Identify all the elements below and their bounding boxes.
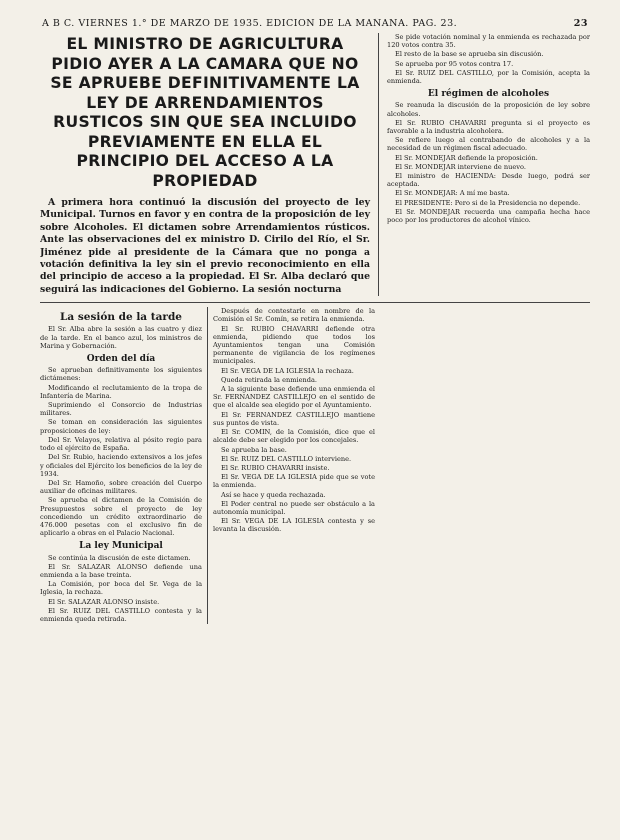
col1-paragraph: Se toman en consideración las siguientes proposiciones de ley:: [40, 418, 202, 435]
col3-paragraph: El Sr. MONDEJAR: A mí me basta.: [395, 189, 510, 198]
col2-paragraph: Después de contestarle en nombre de la Comisión el Sr. Comín, se retira la enmienda.: [213, 307, 375, 324]
col1-paragraph: Se aprueba el dictamen de la Comisión de Presupuestos sobre el proyecto de ley concediendo un crédito extraordinario de 476.000 pesetas con el exclusivo fin de aplicarlo a obras en el Palacio Nacional.: [40, 496, 202, 538]
col1-paragraph: Del Sr. Rubio, haciendo extensivos a los jefes y oficiales del Ejército los beneficios de la ley de 1934.: [40, 453, 202, 478]
column-2: [208, 307, 380, 624]
col1-paragraph: Del Sr. Hamoño, sobre creación del Cuerpo auxiliar de oficinas militares.: [40, 478, 202, 496]
headline: EL MINISTRO DE AGRICULTURA PIDIO AYER A LA CAMARA QUE NO SE APRUEBE DEFINITIVAMENTE LA LEY DE ARRENDAMIENTOS RUSTICOS SIN QUE SEA INCLUIDO PREVIAMENTE EN ELLA EL PRINCIPIO DEL ACCESO A LA PROPIEDAD: [50, 35, 360, 190]
lead-article: [40, 33, 379, 296]
col3-paragraph: El ministro de HACIENDA: Desde luego, podrá ser aceptada.: [387, 172, 590, 189]
col2-paragraph: El Sr. RUBIO CHAVARRI insiste.: [221, 463, 330, 472]
col2-paragraph: El Sr. COMIN, de la Comisión, dice que el alcalde debe ser elegido por los concejales.: [213, 428, 375, 445]
col2-paragraph: Queda retirada la enmienda.: [221, 375, 317, 384]
page-number: 23: [573, 18, 588, 29]
col1-paragraph: La Comisión, por boca del Sr. Vega de la Iglesia, la rechaza.: [40, 580, 202, 597]
section-heading: La sesión de la tarde: [60, 311, 182, 324]
col1-subheading: La ley Municipal: [79, 541, 163, 552]
lower-columns: [40, 302, 590, 624]
col2-paragraph: El Sr. FERNANDEZ CASTILLEJO mantiene sus puntos de vista.: [213, 410, 375, 427]
col1-paragraph: Del Sr. Velayos, relativa al pósito regio para todo el ejército de España.: [40, 435, 202, 453]
col2-paragraph: A la siguiente base defiende una enmienda el Sr. FERNANDEZ CASTILLEJO en el sentido de que el alcalde sea elegido por el Ayuntamiento.: [213, 385, 375, 410]
lead-paragraph: A primera hora continuó la discusión del proyecto de ley Municipal. Turnos en favor y en contra de la proposición de ley sobre Alcoholes. El dictamen sobre Arrendamientos rústicos. Ante las observaciones del ex ministro D. Cirilo del Río, el Sr. Jiménez pide al presidente de la Cámara que no ponga a votación definitiva la ley sin el previo reconocimiento en ella del principio de acceso a la propiedad. El Sr. Alba declaró que seguirá las indicaciones del Gobierno. La sesión nocturna: [40, 197, 370, 295]
col3-paragraph: Se aprueba por 95 votos contra 17.: [395, 59, 514, 68]
col1-subheading: Orden del día: [86, 354, 156, 365]
header-title: A B C. VIERNES 1.° DE MARZO DE 1935. EDICION DE LA MAÑANA. PAG. 23.: [42, 18, 458, 29]
col3-paragraph: El PRESIDENTE: Pero si de la Presidencia no depende.: [395, 198, 581, 207]
col3-paragraph: Se reanuda la discusión de la proposición de ley sobre alcoholes.: [387, 101, 590, 118]
col1-paragraph: Se continúa la discusión de este dictamen.: [48, 553, 191, 562]
top-section: [40, 33, 590, 296]
col2-paragraph: Se aprueba la base.: [221, 445, 287, 454]
column-3: [379, 33, 590, 296]
col3-paragraph: El Sr. MONDEJAR defiende la proposición.: [395, 153, 538, 162]
col1-paragraph: El Sr. RUIZ DEL CASTILLO contesta y la enmienda queda retirada.: [40, 606, 202, 623]
col1-paragraph: Modificando el reclutamiento de la tropa de Infantería de Marina.: [40, 383, 202, 400]
col3-paragraph: Se refiere luego al contrabando de alcoholes y a la necesidad de un régimen fiscal adecuado.: [387, 136, 590, 153]
col2-paragraph: Así se hace y queda rechazada.: [221, 490, 326, 499]
col3-paragraph: El Sr. MONDEJAR interviene de nuevo.: [395, 162, 526, 171]
col2-paragraph: El Sr. VEGA DE LA IGLESIA contesta y se levanta la discusión.: [213, 517, 375, 534]
col1-paragraph: Se aprueban definitivamente los siguientes dictámenes:: [40, 366, 202, 383]
col1-paragraph: Suprimiendo el Consorcio de Industrias militares.: [40, 401, 202, 418]
col3-paragraph: El resto de la base se aprueba sin discusión.: [395, 50, 544, 59]
col3-paragraph: El Sr. RUIZ DEL CASTILLO, por la Comisión, acepta la enmienda.: [387, 68, 590, 86]
col3-paragraph: Se pide votación nominal y la enmienda es rechazada por 120 votos contra 35.: [387, 33, 590, 50]
col1-paragraph: El Sr. Alba abre la sesión a las cuatro y diez de la tarde. En el banco azul, los ministros de Marina y Gobernación.: [40, 325, 202, 350]
col2-paragraph: El Sr. RUIZ DEL CASTILLO interviene.: [221, 454, 352, 463]
col3-subheading: El régimen de alcoholes: [427, 89, 550, 100]
col1-paragraph: El Sr. SALAZAR ALONSO defiende una enmienda a la base treinta.: [40, 562, 202, 579]
col3-paragraph: El Sr. MONDEJAR recuerda una campaña hecha hace poco por los productores de alcohol vínico.: [387, 207, 590, 225]
col3-paragraph: El Sr. RUBIO CHAVARRI pregunta si el proyecto es favorable a la industria alcoholera.: [387, 118, 590, 136]
column-1: [40, 307, 208, 624]
newspaper-page: [40, 18, 590, 830]
col2-paragraph: El Sr. RUBIO CHAVARRI defiende otra enmienda, pidiendo que todos los Ayuntamientos tengan una Comisión permanente de vigilancia de los regímenes municipales.: [213, 324, 375, 366]
col1-paragraph: El Sr. SALAZAR ALONSO insiste.: [48, 597, 160, 606]
page-header: [40, 18, 590, 29]
col2-paragraph: El Poder central no puede ser obstáculo a la autonomía municipal.: [213, 499, 375, 516]
col2-paragraph: El Sr. VEGA DE LA IGLESIA pide que se vote la enmienda.: [213, 473, 375, 490]
col2-paragraph: El Sr. VEGA DE LA IGLESIA la rechaza.: [221, 366, 354, 375]
